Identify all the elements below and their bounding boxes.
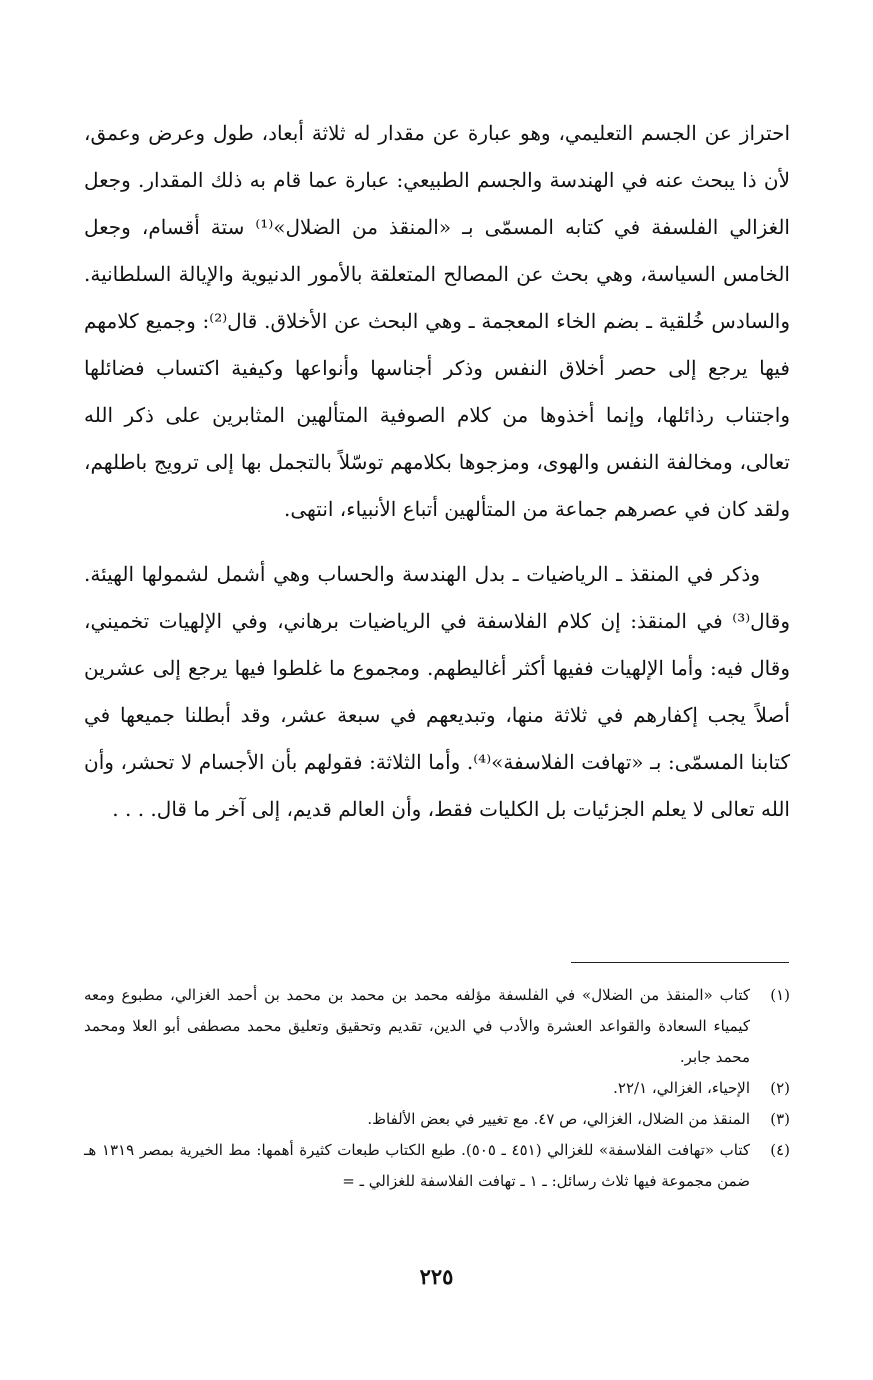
footnote-text: المنقذ من الضلال، الغزالي، ص ٤٧. مع تغيير في بعض الألفاظ.: [367, 1110, 750, 1128]
footnote-1: [84, 980, 790, 1073]
footnote-number: (٤): [770, 1141, 790, 1159]
footnote-4: [84, 1135, 790, 1197]
footnote-number: (٣): [770, 1110, 790, 1128]
footnote-text: الإحياء، الغزالي، ٢٢/١.: [613, 1079, 750, 1097]
main-text: [84, 110, 790, 833]
footnote-separator: [571, 962, 789, 963]
footnotes: [84, 980, 790, 1197]
footnote-text: كتاب «المنقذ من الضلال» في الفلسفة مؤلفه محمد بن محمد بن محمد بن أحمد الغزالي، مطبوع ومعه كيمياء السعادة والقواعد العشرة والأدب في الدين، تقديم وتحقيق وتعليق محمد مصطفى أبو العلا ومحمد محمد جابر.: [84, 986, 750, 1066]
page-number: ٢٢٥: [419, 1264, 454, 1289]
paragraph-2: وذكر في المنقذ ـ الرياضيات ـ بدل الهندسة والحساب وهي أشمل لشمولها الهيئة. وقال⁽³⁾ في المنقذ: إن كلام الفلاسفة في الرياضيات برهاني، وفي الإلهيات تخميني، وقال فيه: وأما الإلهيات ففيها أكثر أغاليطهم. ومجموع ما غلطوا فيها يرجع إلى عشرين أصلاً يجب إكفارهم في ثلاثة منها، وتبديعهم في سبعة عشر، وقد أبطلنا جميعها في كتابنا المسمّى: بـ «تهافت الفلاسفة»⁽⁴⁾. وأما الثلاثة: فقولهم بأن الأجسام لا تحشر، وأن الله تعالى لا يعلم الجزئيات بل الكليات فقط، وأن العالم قديم، إلى آخر ما قال. . . .: [84, 562, 790, 821]
footnote-number: (١): [770, 986, 790, 1004]
footnote-2: [84, 1073, 790, 1104]
paragraph-1: احتراز عن الجسم التعليمي، وهو عبارة عن مقدار له ثلاثة أبعاد، طول وعرض وعمق، لأن ذا يبحث عنه في الهندسة والجسم الطبيعي: عبارة عما قام به ذلك المقدار. وجعل الغزالي الفلسفة في كتابه المسمّى بـ «المنقذ من الضلال»⁽¹⁾ ستة أقسام، وجعل الخامس السياسة، وهي بحث عن المصالح المتعلقة بالأمور الدنيوية والإيالة السلطانية. والسادس خُلقية ـ بضم الخاء المعجمة ـ وهي البحث عن الأخلاق. قال⁽²⁾: وجميع كلامهم فيها يرجع إلى حصر أخلاق النفس وذكر أجناسها وأنواعها وكيفية اكتساب فضائلها واجتناب رذائلها، وإنما أخذوها من كلام الصوفية المتألهين المثابرين على ذكر الله تعالى، ومخالفة النفس والهوى، ومزجوها بكلامهم توسّلاً بالتجمل بها إلى ترويج باطلهم، ولقد كان في عصرهم جماعة من المتألهين أتباع الأنبياء، انتهى.: [84, 121, 790, 521]
footnote-number: (٢): [770, 1079, 790, 1097]
footnote-3: [84, 1104, 790, 1135]
footnote-text: كتاب «تهافت الفلاسفة» للغزالي (٤٥١ ـ ٥٠٥). طبع الكتاب طبعات كثيرة أهمها: مط الخيرية بمصر ١٣١٩ هـ ضمن مجموعة فيها ثلاث رسائل: ـ ١ ـ تهافت الفلاسفة للغزالي ـ =: [84, 1141, 751, 1190]
